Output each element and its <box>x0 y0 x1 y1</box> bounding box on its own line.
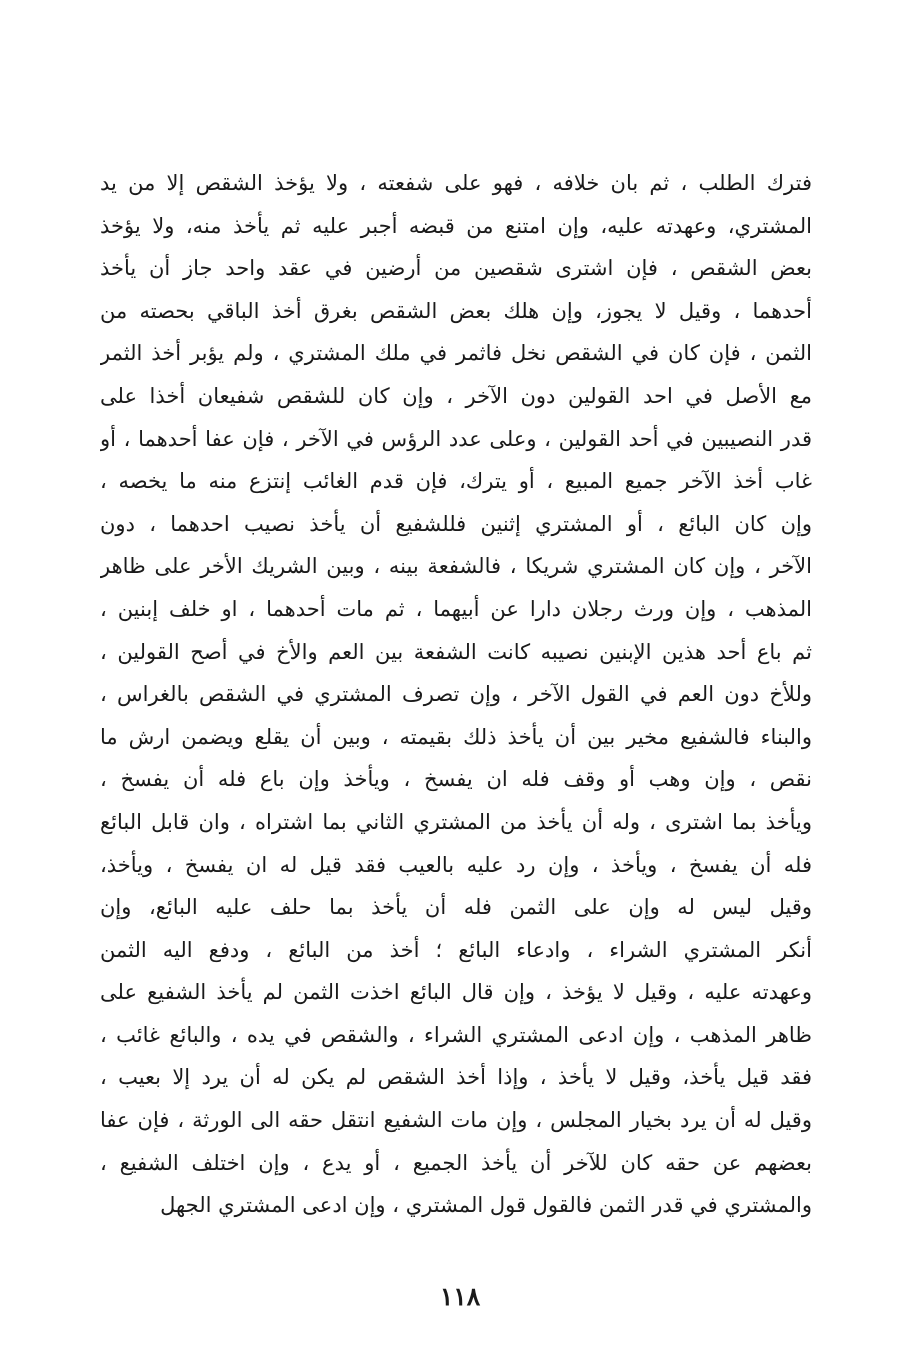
text-line: قدر النصيبين في أحد القولين ، وعلى عدد الرؤس في الآخر ، فإن عفا أحدهما ، أو <box>100 426 812 451</box>
text-line: المذهب ، وإن ورث رجلان دارا عن أبيهما ، ثم مات أحدهما ، او خلف إبنين ، <box>100 596 812 621</box>
text-line: بعض الشقص ، فإن اشترى شقصين من أرضين في عقد واحد جاز أن يأخذ <box>100 256 812 281</box>
text-line: فقد قيل يأخذ، وقيل لا يأخذ ، وإذا أخذ الشقص لم يكن له أن يرد إلا بعيب ، <box>100 1065 812 1090</box>
page-number: ١١٨ <box>439 1282 481 1311</box>
text-line: والمشتري في قدر الثمن فالقول قول المشتري ، وإن ادعى المشتري الجهل <box>160 1193 812 1218</box>
text-line: ويأخذ بما اشترى ، وله أن يأخذ من المشتري الثاني بما اشتراه ، وان قابل البائع <box>100 809 812 834</box>
text-line: ظاهر المذهب ، وإن ادعى المشتري الشراء ، والشقص في يده ، والبائع غائب ، <box>100 1022 812 1047</box>
text-line: أنكر المشتري الشراء ، وادعاء البائع ؛ أخذ من البائع ، ودفع اليه الثمن <box>100 937 812 962</box>
text-line: وقيل له أن يرد بخيار المجلس ، وإن مات الشفيع انتقل حقه الى الورثة ، فإن عفا <box>100 1108 812 1133</box>
text-line: والبناء فالشفيع مخير بين أن يأخذ ذلك بقيمته ، وبين أن يقلع ويضمن ارش ما <box>100 724 812 749</box>
text-line: أحدهما ، وقيل لا يجوز، وإن هلك بعض الشقص بغرق أخذ الباقي بحصته من <box>100 298 812 323</box>
text-line: بعضهم عن حقه كان للآخر أن يأخذ الجميع ، أو يدع ، وإن اختلف الشفيع ، <box>100 1150 812 1175</box>
text-block <box>100 162 812 1227</box>
text-line: وإن كان البائع ، أو المشتري إثنين فللشفيع أن يأخذ نصيب احدهما ، دون <box>100 511 812 536</box>
text-line: فله أن يفسخ ، ويأخذ ، وإن رد عليه بالعيب فقد قيل له ان يفسخ ، ويأخذ، <box>100 852 812 877</box>
text-line: مع الأصل في احد القولين دون الآخر ، وإن كان للشقص شفيعان أخذا على <box>100 383 812 408</box>
text-line: فترك الطلب ، ثم بان خلافه ، فهو على شفعته ، ولا يؤخذ الشقص إلا من يد <box>100 171 812 195</box>
text-line: الآخر ، وإن كان المشتري شريكا ، فالشفعة بينه ، وبين الشريك الأخر على ظاهر <box>100 554 812 579</box>
text-line: نقص ، وإن وهب أو وقف فله ان يفسخ ، ويأخذ وإن باع فله أن يفسخ ، <box>100 767 812 792</box>
text-line: الثمن ، فإن كان في الشقص نخل فاثمر في ملك المشتري ، ولم يؤبر أخذ الثمر <box>100 341 812 366</box>
text-line: ثم باع أحد هذين الإبنين نصيبه كانت الشفعة بين العم والأخ في أصح القولين ، <box>100 639 812 664</box>
text-line: غاب أخذ الآخر جميع المبيع ، أو يترك، فإن قدم الغائب إنتزع منه ما يخصه ، <box>100 469 812 494</box>
text-line: وقيل ليس له وإن على الثمن فله أن يأخذ بما حلف عليه البائع، وإن <box>100 895 812 920</box>
text-line: وعهدته عليه ، وقيل لا يؤخذ ، وإن قال البائع اخذت الثمن لم يأخذ الشفيع على <box>100 980 812 1005</box>
text-line: وللأخ دون العم في القول الآخر ، وإن تصرف المشتري في الشقص بالغراس ، <box>100 682 812 707</box>
text-line: المشتري، وعهدته عليه، وإن امتنع من قبضه أجبر عليه ثم يأخذ منه، ولا يؤخذ <box>100 213 812 238</box>
